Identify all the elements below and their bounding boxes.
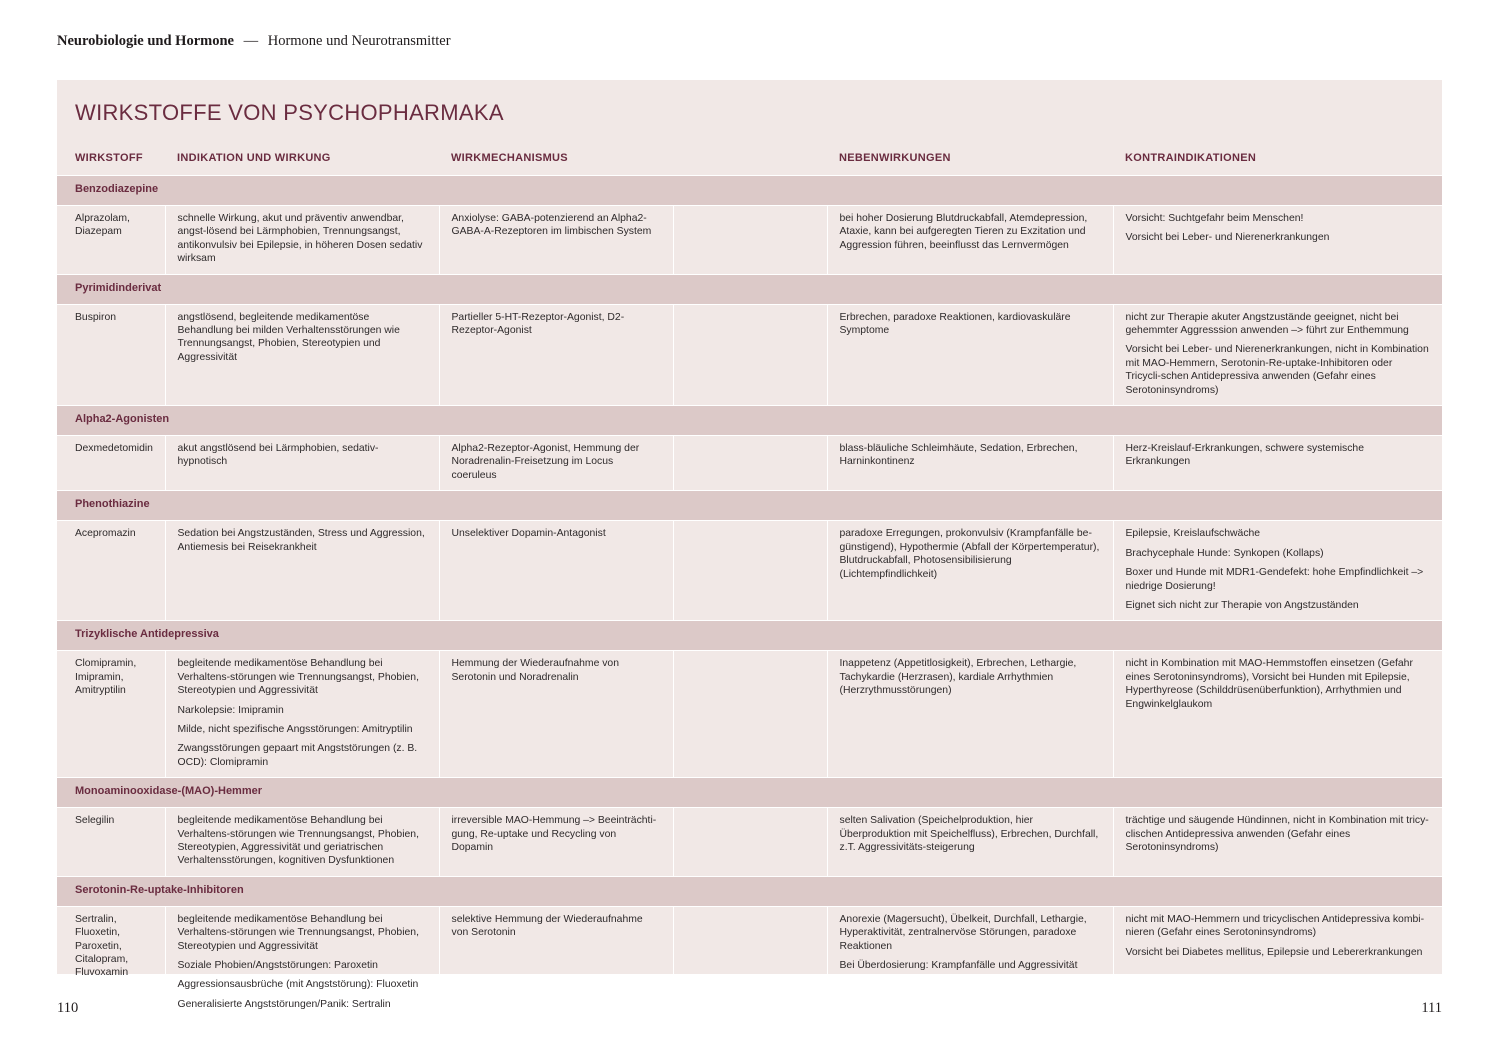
cell-spacer: [673, 906, 827, 1019]
cell-paragraph: Epilepsie, Kreislaufschwäche: [1125, 528, 1261, 540]
cell-nebenwirkungen: [827, 521, 1113, 621]
cell-kontraindikationen: [1113, 651, 1442, 778]
column-header-nebenwirkungen: NEBENWIRKUNGEN: [839, 152, 951, 164]
group-row: [57, 176, 1442, 206]
cell-mechanismus: [439, 304, 673, 405]
drug-name: Imipramin,: [75, 671, 124, 683]
drug-name: Amitryptilin: [75, 685, 126, 697]
cell-indikation: [165, 206, 439, 275]
cell-mechanismus: [439, 206, 673, 275]
cell-paragraph: Vorsicht bei Leber- und Nierenerkrankungen: [1125, 232, 1330, 244]
cell-mechanismus: [439, 521, 673, 621]
cell-paragraph: bei hoher Dosierung Blutdruckabfall, Atemdepression, Ataxie, kann bei aufgeregten Tieren zu Exzitation und Aggression führen, beeinflusst das Lernvermögen: [839, 213, 1088, 251]
cell-paragraph: Aggressionsausbrüche (mit Angststörung): Fluoxetin: [177, 979, 419, 991]
cell-paragraph: Vorsicht bei Leber- und Nierenerkrankungen, nicht in Kombination mit MAO-Hemmern, Serotonin-Re-uptake-Inhibitoren oder Tricycli-schen Antidepressiva anwenden (Gefahr eines Serotoninsyndroms): [1125, 344, 1429, 396]
cell-kontraindikationen: [1113, 304, 1442, 405]
cell-wirkstoff: [57, 436, 165, 491]
cell-paragraph: trächtige und säugende Hündinnen, nicht in Kombination mit tricy-clischen Antidepressiva anwenden (Gefahr eines Serotoninsyndroms): [1125, 815, 1429, 853]
column-header-spacer: [673, 146, 827, 176]
drug-name: Clomipramin,: [75, 658, 137, 670]
page-number-right: 111: [1421, 1000, 1442, 1016]
table-row: [57, 906, 1442, 1019]
cell-paragraph: Inappetenz (Appetitlosigkeit), Erbrechen, Lethargie, Tachykardie (Herzrasen), kardiale Arrhythmien (Herzrythmusstörungen): [839, 658, 1077, 697]
cell-paragraph: Narkolepsie: Imipramin: [177, 704, 284, 716]
drug-name: Diazepam: [75, 226, 122, 238]
group-label: Trizyklische Antidepressiva: [57, 621, 1442, 651]
drug-name: Fluoxetin,: [75, 927, 121, 939]
cell-paragraph: Alpha2-Rezeptor-Agonist, Hemmung der Noradrenalin-Freisetzung im Locus coeruleus: [451, 443, 640, 481]
cell-mechanismus: [439, 808, 673, 877]
drug-name: Sertralin,: [75, 913, 117, 925]
table-row: [57, 436, 1442, 491]
group-row: [57, 621, 1442, 651]
cell-paragraph: akut angstlösend bei Lärmphobien, sedativ-hypnotisch: [177, 443, 379, 468]
cell-nebenwirkungen: [827, 906, 1113, 1019]
cell-indikation: [165, 521, 439, 621]
drug-name: Dexmedetomidin: [75, 443, 153, 455]
column-header-mechanismus: WIRKMECHANISMUS: [451, 152, 568, 164]
cell-paragraph: selten Salivation (Speichelproduktion, hier Überproduktion mit Speichelfluss), Erbrechen, Durchfall, z.T. Aggressivitäts-steigerung: [839, 815, 1099, 853]
cell-indikation: [165, 808, 439, 877]
table-body: [57, 176, 1442, 1020]
group-label: Benzodiazepine: [57, 176, 1442, 206]
cell-kontraindikationen: [1113, 436, 1442, 491]
drug-table: [57, 146, 1442, 1019]
drug-name: Fluvoxamin: [75, 967, 129, 979]
cell-nebenwirkungen: [827, 808, 1113, 877]
cell-nebenwirkungen: [827, 436, 1113, 491]
group-row: [57, 406, 1442, 436]
drug-name: Buspiron: [75, 311, 117, 323]
cell-paragraph: Boxer und Hunde mit MDR1-Gendefekt: hohe Empfindlichkeit –> niedrige Dosierung!: [1125, 567, 1424, 592]
column-header-kontraindikationen: KONTRAINDIKATIONEN: [1125, 152, 1257, 164]
group-label: Pyrimidinderivat: [57, 274, 1442, 304]
cell-paragraph: Anxiolyse: GABA-potenzierend an Alpha2-GABA-A-Rezeptoren im limbischen System: [451, 213, 652, 238]
cell-paragraph: nicht mit MAO-Hemmern und tricyclischen Antidepressiva kombi-nieren (Gefahr eines Serotoninsyndroms): [1125, 913, 1425, 939]
table-row: [57, 521, 1442, 621]
table-row: [57, 808, 1442, 877]
cell-paragraph: selektive Hemmung der Wiederaufnahme von Serotonin: [451, 913, 643, 939]
cell-paragraph: angstlösend, begleitende medikamentöse Behandlung bei milden Verhaltensstörungen wie Trennungsangst, Phobien, Stereotypien und Aggressivität: [177, 311, 400, 363]
cell-nebenwirkungen: [827, 304, 1113, 405]
cell-paragraph: Sedation bei Angstzuständen, Stress und Aggression, Antiemesis bei Reisekrankheit: [177, 528, 425, 553]
cell-spacer: [673, 206, 827, 275]
cell-paragraph: Eignet sich nicht zur Therapie von Angstzuständen: [1125, 599, 1359, 611]
cell-paragraph: irreversible MAO-Hemmung –> Beeinträchti-gung, Re-uptake und Recycling von Dopamin: [451, 815, 657, 853]
cell-nebenwirkungen: [827, 206, 1113, 275]
cell-wirkstoff: [57, 304, 165, 405]
group-label: Phenothiazine: [57, 491, 1442, 521]
cell-paragraph: begleitende medikamentöse Behandlung bei Verhaltens-störungen wie Trennungsangst, Phobien, Stereotypien, Aggressivität und geriatrischen Verhaltensstörungen, kognitiven Dysfunktionen: [177, 815, 419, 867]
cell-paragraph: Milde, nicht spezifische Angsstörungen: Amitryptilin: [177, 723, 413, 735]
group-label: Serotonin-Re-uptake-Inhibitoren: [57, 876, 1442, 906]
group-label: Monoaminooxidase-(MAO)-Hemmer: [57, 778, 1442, 808]
cell-wirkstoff: [57, 808, 165, 877]
cell-paragraph: paradoxe Erregungen, prokonvulsiv (Krampfanfälle be-günstigend), Hypothermie (Abfall der Körpertemperatur), Blutdruckabfall, Photosensibilisierung (Lichtempfindlichkeit): [839, 528, 1100, 580]
page-title: WIRKSTOFFE VON PSYCHOPHARMAKA: [75, 100, 504, 125]
cell-kontraindikationen: [1113, 521, 1442, 621]
cell-spacer: [673, 436, 827, 491]
cell-paragraph: Zwangsstörungen gepaart mit Angststörungen (z. B. OCD): Clomipramin: [177, 743, 418, 768]
cell-indikation: [165, 436, 439, 491]
cell-paragraph: Bei Überdosierung: Krampfanfälle und Aggressivität: [839, 960, 1078, 971]
cell-paragraph: Generalisierte Angststörungen/Panik: Sertralin: [177, 998, 391, 1010]
table-row: [57, 206, 1442, 275]
group-row: [57, 491, 1442, 521]
running-head-book: Neurobiologie und Hormone: [57, 33, 234, 49]
running-head-separator: —: [243, 33, 259, 49]
drug-name: Acepromazin: [75, 528, 136, 540]
page-number-left: 110: [57, 1000, 79, 1016]
cell-spacer: [673, 304, 827, 405]
cell-paragraph: nicht zur Therapie akuter Angstzustände geeignet, nicht bei gehemmter Aggresssion anwenden –> führt zur Enthemmung: [1125, 311, 1409, 337]
cell-kontraindikationen: [1113, 206, 1442, 275]
cell-spacer: [673, 808, 827, 877]
cell-paragraph: nicht in Kombination mit MAO-Hemmstoffen einsetzen (Gefahr eines Serotoninsyndroms), Vorsicht bei Hunden mit Epilepsie, Hyperthyreose (Schilddrüsenüberfunktion), Arrhythmien und Engwinkelglaukom: [1125, 658, 1413, 710]
cell-paragraph: Partieller 5-HT-Rezeptor-Agonist, D2-Rezeptor-Agonist: [451, 311, 625, 337]
drug-name: Selegilin: [75, 815, 115, 827]
drug-name: Paroxetin,: [75, 940, 122, 952]
cell-kontraindikationen: [1113, 906, 1442, 1019]
drug-name: Alprazolam,: [75, 213, 130, 224]
cell-wirkstoff: [57, 521, 165, 621]
cell-paragraph: Vorsicht: Suchtgefahr beim Menschen!: [1125, 213, 1304, 224]
group-label: Alpha2-Agonisten: [57, 406, 1442, 436]
column-header-indikation: INDIKATION UND WIRKUNG: [177, 152, 331, 164]
group-row: [57, 876, 1442, 906]
drug-name: Citalopram,: [75, 954, 129, 965]
cell-paragraph: Soziale Phobien/Angststörungen: Paroxetin: [177, 960, 378, 971]
cell-indikation: [165, 651, 439, 778]
cell-paragraph: Herz-Kreislauf-Erkrankungen, schwere systemische Erkrankungen: [1125, 443, 1364, 468]
cell-paragraph: begleitende medikamentöse Behandlung bei Verhaltens-störungen wie Trennungsangst, Phobien, Stereotypien und Aggressivität: [177, 913, 419, 952]
cell-paragraph: Erbrechen, paradoxe Reaktionen, kardiovaskuläre Symptome: [839, 311, 1071, 337]
group-row: [57, 778, 1442, 808]
cell-mechanismus: [439, 436, 673, 491]
cell-indikation: [165, 906, 439, 1019]
running-head: [57, 33, 451, 50]
cell-paragraph: schnelle Wirkung, akut und präventiv anwendbar, angst-lösend bei Lärmphobien, Trennungsangst, antikonvulsiv bei Epilepsie, in höheren Dosen sedativ wirksam: [177, 213, 423, 265]
cell-spacer: [673, 651, 827, 778]
group-row: [57, 274, 1442, 304]
cell-paragraph: Vorsicht bei Diabetes mellitus, Epilepsie und Lebererkrankungen: [1125, 946, 1423, 958]
cell-nebenwirkungen: [827, 651, 1113, 778]
cell-paragraph: begleitende medikamentöse Behandlung bei Verhaltens-störungen wie Trennungsangst, Phobien, Stereotypien und Aggressivität: [177, 658, 419, 697]
column-header-wirkstoff: WIRKSTOFF: [75, 152, 143, 164]
running-head-chapter: Hormone und Neurotransmitter: [267, 33, 451, 49]
cell-paragraph: Anorexie (Magersucht), Übelkeit, Durchfall, Lethargie, Hyperaktivität, zentralnervöse Störungen, paradoxe Reaktionen: [839, 913, 1087, 952]
cell-paragraph: Unselektiver Dopamin-Antagonist: [451, 528, 606, 540]
cell-paragraph: Hemmung der Wiederaufnahme von Serotonin und Noradrenalin: [451, 658, 619, 683]
cell-mechanismus: [439, 651, 673, 778]
cell-wirkstoff: [57, 206, 165, 275]
table-row: [57, 304, 1442, 405]
cell-kontraindikationen: [1113, 808, 1442, 877]
table-row: [57, 651, 1442, 778]
cell-paragraph: blass-bläuliche Schleimhäute, Sedation, Erbrechen, Harninkontinenz: [839, 443, 1078, 468]
cell-wirkstoff: [57, 651, 165, 778]
header-row: [57, 146, 1442, 176]
cell-mechanismus: [439, 906, 673, 1019]
cell-paragraph: Brachycephale Hunde: Synkopen (Kollaps): [1125, 547, 1324, 559]
cell-spacer: [673, 521, 827, 621]
cell-indikation: [165, 304, 439, 405]
